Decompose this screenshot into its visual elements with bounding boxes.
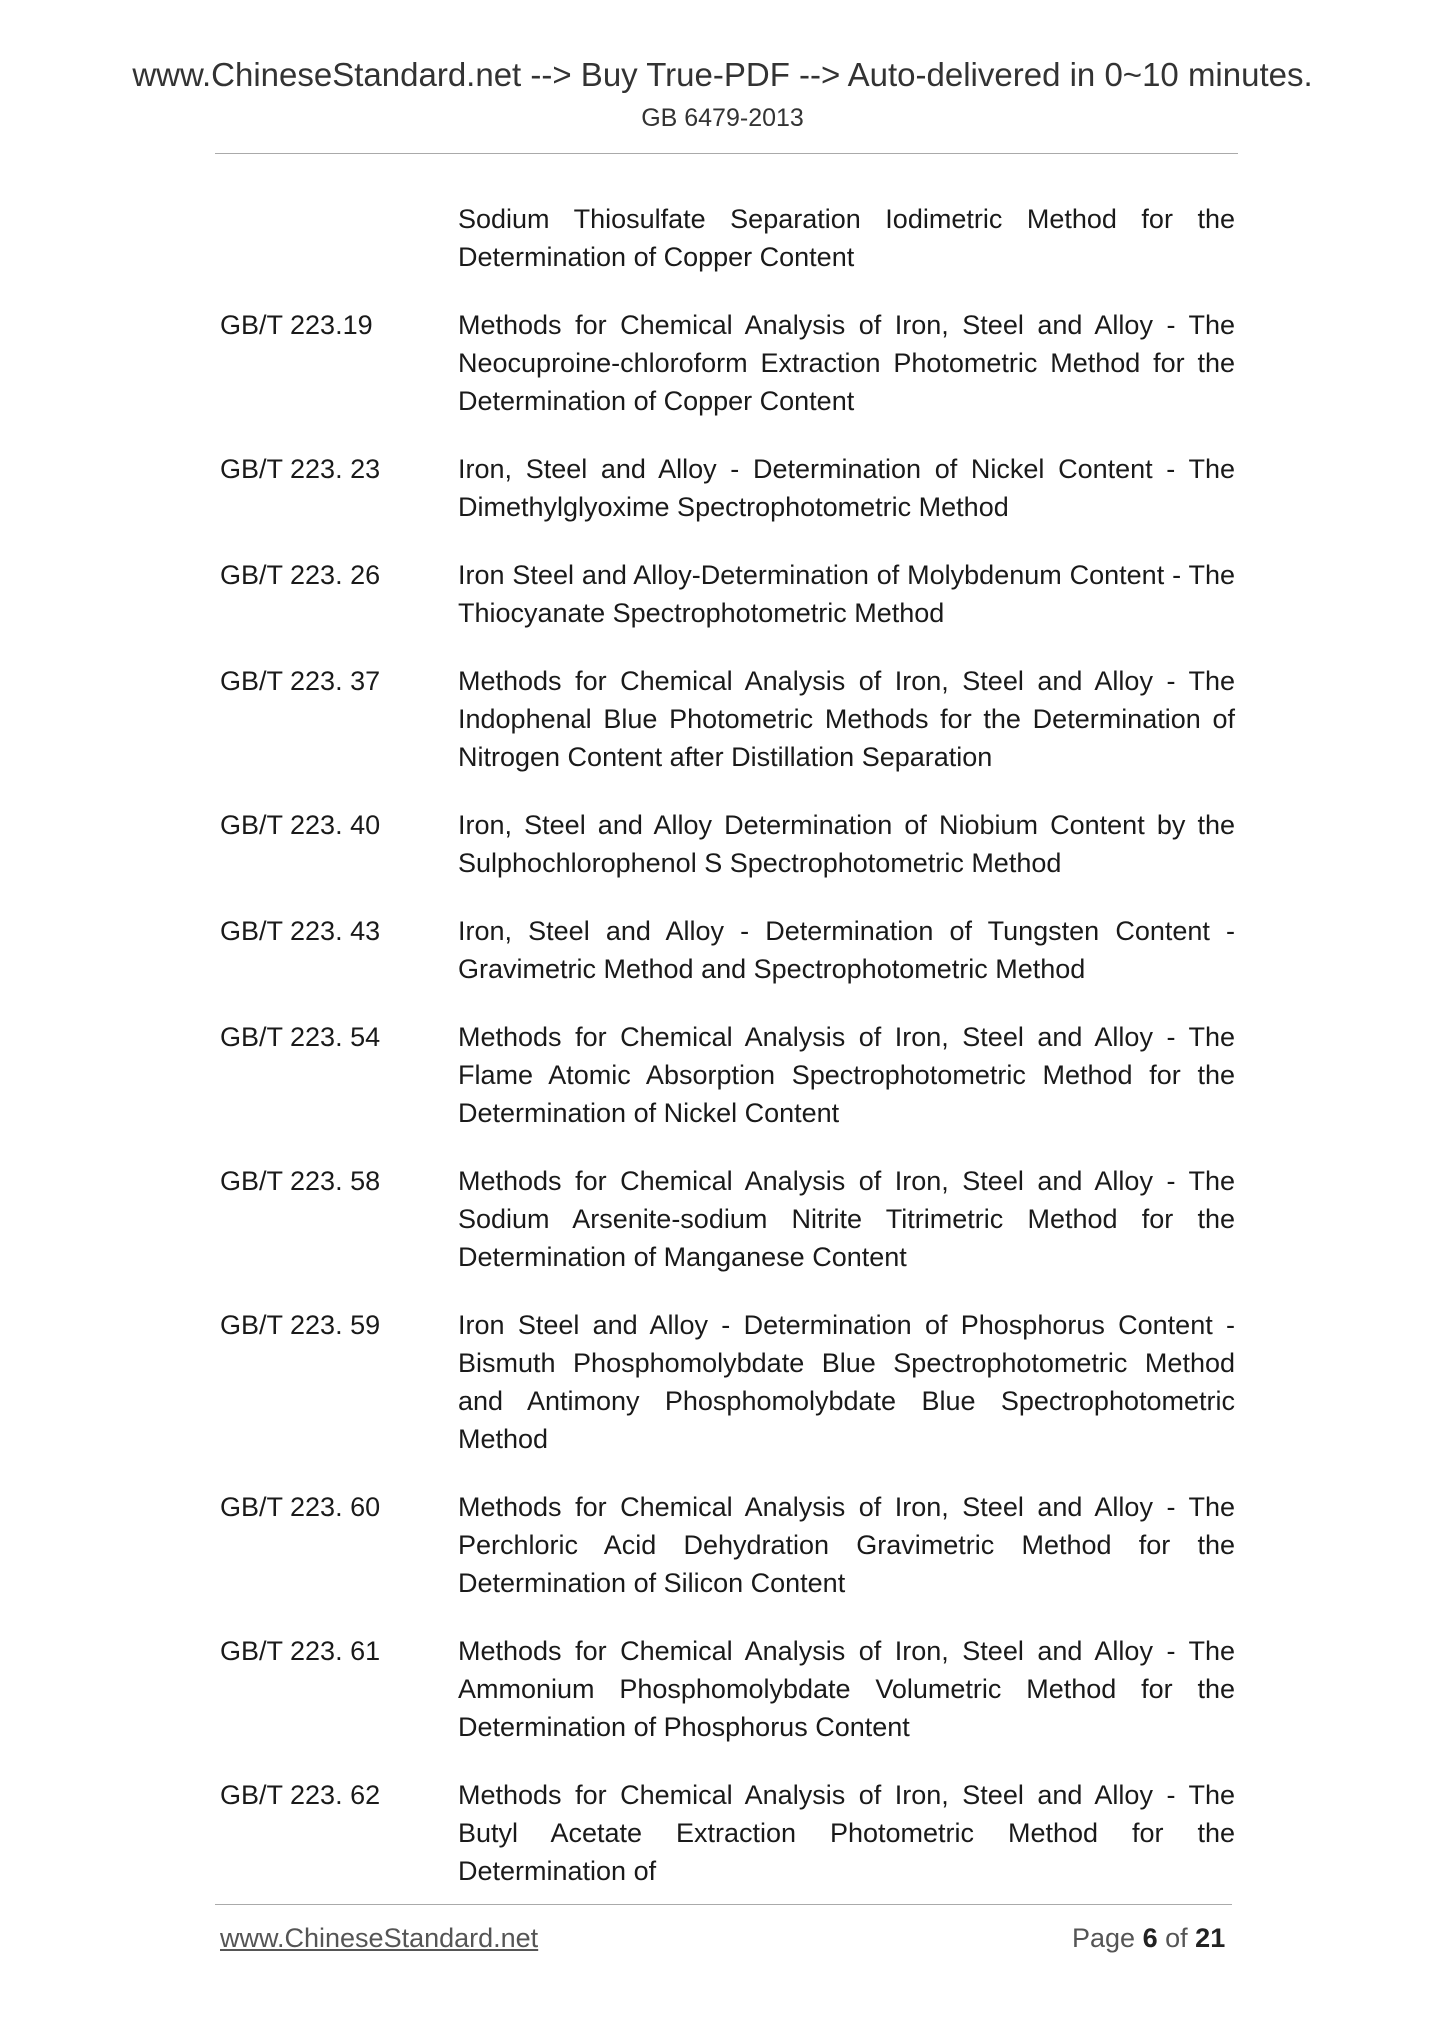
- footer-divider: [215, 1904, 1232, 1905]
- reference-code: GB/T 223. 37: [220, 666, 381, 696]
- reference-entry: [0, 1488, 1445, 1602]
- page-of: of: [1165, 1923, 1188, 1953]
- reference-list: [0, 200, 1445, 1920]
- reference-entry: [0, 1776, 1445, 1890]
- reference-code: GB/T 223.19: [220, 310, 373, 340]
- reference-code: GB/T 223. 40: [220, 810, 381, 840]
- document-code: GB 6479-2013: [641, 104, 804, 132]
- reference-title: Sodium Thiosulfate Separation Iodimetric Method for the Determination of Copper Content: [458, 204, 1235, 272]
- reference-code: GB/T 223. 43: [220, 916, 381, 946]
- reference-entry: [0, 556, 1445, 632]
- reference-entry: [0, 662, 1445, 776]
- reference-title: Methods for Chemical Analysis of Iron, Steel and Alloy - The Sodium Arsenite-sodium Nitrite Titrimetric Method for the Determination of Manganese Content: [458, 1166, 1235, 1272]
- page-indicator: [1072, 1923, 1225, 1954]
- reference-code: GB/T 223. 23: [220, 454, 381, 484]
- page-current: 6: [1142, 1923, 1158, 1953]
- reference-code: GB/T 223. 61: [220, 1636, 381, 1666]
- page-total: 21: [1195, 1923, 1226, 1953]
- reference-entry: [0, 912, 1445, 988]
- header-divider: [215, 153, 1238, 154]
- reference-code: GB/T 223. 60: [220, 1492, 381, 1522]
- page-prefix: Page: [1072, 1923, 1136, 1953]
- reference-title: Iron, Steel and Alloy Determination of Niobium Content by the Sulphochlorophenol S Spectrophotometric Method: [458, 810, 1235, 878]
- reference-entry: [0, 200, 1445, 276]
- reference-entry: [0, 1018, 1445, 1132]
- reference-code: GB/T 223. 54: [220, 1022, 381, 1052]
- reference-entry: [0, 450, 1445, 526]
- reference-title: Methods for Chemical Analysis of Iron, Steel and Alloy - The Flame Atomic Absorption Spectrophotometric Method for the Determination of Nickel Content: [458, 1022, 1235, 1128]
- reference-title: Iron, Steel and Alloy - Determination of Nickel Content - The Dimethylglyoxime Spectrophotometric Method: [458, 454, 1235, 522]
- reference-title: Methods for Chemical Analysis of Iron, Steel and Alloy - The Butyl Acetate Extraction Photometric Method for the Determination of: [458, 1780, 1235, 1886]
- reference-title: Methods for Chemical Analysis of Iron, Steel and Alloy - The Perchloric Acid Dehydration Gravimetric Method for the Determination of Silicon Content: [458, 1492, 1235, 1598]
- reference-title: Iron, Steel and Alloy - Determination of Tungsten Content - Gravimetric Method and Spectrophotometric Method: [458, 916, 1235, 984]
- top-banner: www.ChineseStandard.net --> Buy True-PDF --> Auto-delivered in 0~10 minutes.: [132, 56, 1313, 93]
- reference-entry: [0, 1162, 1445, 1276]
- reference-title: Methods for Chemical Analysis of Iron, Steel and Alloy - The Indophenal Blue Photometric Methods for the Determination of Nitrogen Content after Distillation Separation: [458, 666, 1235, 772]
- reference-title: Iron Steel and Alloy-Determination of Molybdenum Content - The Thiocyanate Spectrophotometric Method: [458, 560, 1235, 628]
- reference-entry: [0, 1306, 1445, 1458]
- reference-code: GB/T 223. 58: [220, 1166, 381, 1196]
- reference-entry: [0, 306, 1445, 420]
- footer-site-link[interactable]: www.ChineseStandard.net: [220, 1923, 539, 1953]
- reference-code: GB/T 223. 59: [220, 1310, 381, 1340]
- reference-title: Iron Steel and Alloy - Determination of Phosphorus Content - Bismuth Phosphomolybdate Blue Spectrophotometric Method and Antimony Phosphomolybdate Blue Spectrophotometric Method: [458, 1310, 1235, 1454]
- reference-entry: [0, 1632, 1445, 1746]
- reference-code: GB/T 223. 26: [220, 560, 381, 590]
- reference-title: Methods for Chemical Analysis of Iron, Steel and Alloy - The Neocuproine-chloroform Extraction Photometric Method for the Determination of Copper Content: [458, 310, 1235, 416]
- reference-entry: [0, 806, 1445, 882]
- reference-code: GB/T 223. 62: [220, 1780, 381, 1810]
- reference-title: Methods for Chemical Analysis of Iron, Steel and Alloy - The Ammonium Phosphomolybdate Volumetric Method for the Determination of Phosphorus Content: [458, 1636, 1235, 1742]
